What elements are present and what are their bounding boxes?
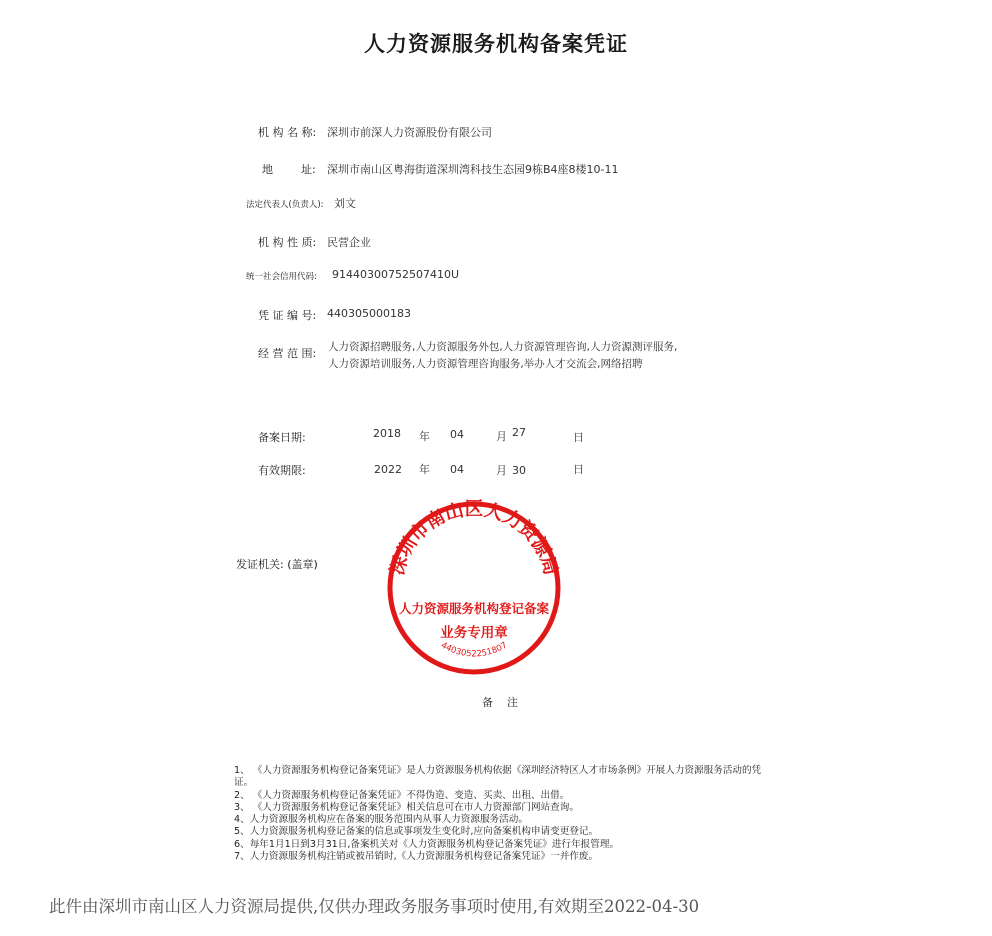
filing-year: 2018 bbox=[373, 427, 401, 440]
seal-line-2: 业务专用章 bbox=[440, 625, 508, 641]
valid-day-unit: 日 bbox=[573, 463, 584, 476]
business-scope-label: 经 营 范 围: bbox=[258, 347, 317, 360]
institution-name-label: 机 构 名 称: bbox=[258, 126, 317, 139]
note-item: 7、人力资源服务机构注销或被吊销时,《人力资源服务机构登记备案凭证》一并作废。 bbox=[234, 851, 599, 863]
credit-code-label: 统一社会信用代码: bbox=[246, 272, 317, 282]
seal-arc-text: 深圳市南山区人力资源局 bbox=[386, 499, 562, 578]
valid-month: 04 bbox=[450, 463, 464, 476]
certificate-number-value: 440305000183 bbox=[327, 307, 411, 320]
filing-month: 04 bbox=[450, 428, 464, 441]
address-label: 地 址: bbox=[262, 163, 316, 176]
institution-nature-label: 机 构 性 质: bbox=[258, 236, 317, 249]
document-title: 人力资源服务机构备案凭证 bbox=[364, 32, 628, 56]
valid-month-unit: 月 bbox=[496, 464, 507, 477]
notes-list bbox=[234, 765, 774, 863]
business-scope-line: 人力资源招聘服务,人力资源服务外包,人力资源管理咨询,人力资源测评服务, bbox=[328, 341, 678, 353]
filing-day-unit: 日 bbox=[573, 431, 584, 444]
official-seal bbox=[384, 498, 564, 678]
valid-year-unit: 年 bbox=[419, 463, 430, 476]
note-item: 5、人力资源服务机构登记备案的信息或事项发生变化时,应向备案机构申请变更登记。 bbox=[234, 826, 599, 838]
filing-day: 27 bbox=[512, 426, 526, 439]
note-item: 1、 《人力资源服务机构登记备案凭证》是人力资源服务机构依据《深圳经济特区人才市场条例》开展人力资源服务活动的凭证。 bbox=[234, 765, 762, 789]
legal-representative-label: 法定代表人(负责人): bbox=[246, 200, 324, 210]
filing-date-label: 备案日期: bbox=[258, 431, 306, 444]
legal-representative-value: 刘文 bbox=[334, 197, 356, 210]
footer-disclaimer: 此件由深圳市南山区人力资源局提供,仅供办理政务服务事项时使用,有效期至2022-04-30 bbox=[49, 897, 700, 916]
valid-day: 30 bbox=[512, 464, 526, 477]
seal-serial: 4403052251807 bbox=[438, 640, 510, 660]
note-item: 3、 《人力资源服务机构登记备案凭证》相关信息可在市人力资源部门网站查询。 bbox=[234, 801, 579, 813]
valid-until-label: 有效期限: bbox=[258, 464, 306, 477]
institution-nature-value: 民营企业 bbox=[327, 236, 371, 249]
business-scope-line: 人力资源培训服务,人力资源管理咨询服务,举办人才交流会,网络招聘 bbox=[328, 358, 643, 370]
certificate-number-label: 凭 证 编 号: bbox=[258, 309, 317, 322]
filing-year-unit: 年 bbox=[419, 430, 430, 443]
note-item: 6、每年1月1日到3月31日,备案机关对《人力资源服务机构登记备案凭证》进行年报管理。 bbox=[234, 838, 620, 850]
note-item: 4、人力资源服务机构应在备案的服务范围内从事人力资源服务活动。 bbox=[234, 814, 528, 826]
filing-month-unit: 月 bbox=[496, 430, 507, 443]
remarks-title: 备注 bbox=[482, 696, 532, 709]
seal-line-1: 人力资源服务机构登记备案 bbox=[398, 601, 550, 616]
note-item: 2、 《人力资源服务机构登记备案凭证》不得伪造、变造、买卖、出租、出借。 bbox=[234, 789, 570, 801]
issuer-label: 发证机关: (盖章) bbox=[236, 558, 318, 571]
address-value: 深圳市南山区粤海街道深圳湾科技生态园9栋B4座8楼10-11 bbox=[327, 163, 619, 176]
valid-year: 2022 bbox=[374, 463, 402, 476]
credit-code-value: 91440300752507410U bbox=[332, 268, 460, 281]
institution-name-value: 深圳市前深人力资源股份有限公司 bbox=[327, 126, 492, 139]
